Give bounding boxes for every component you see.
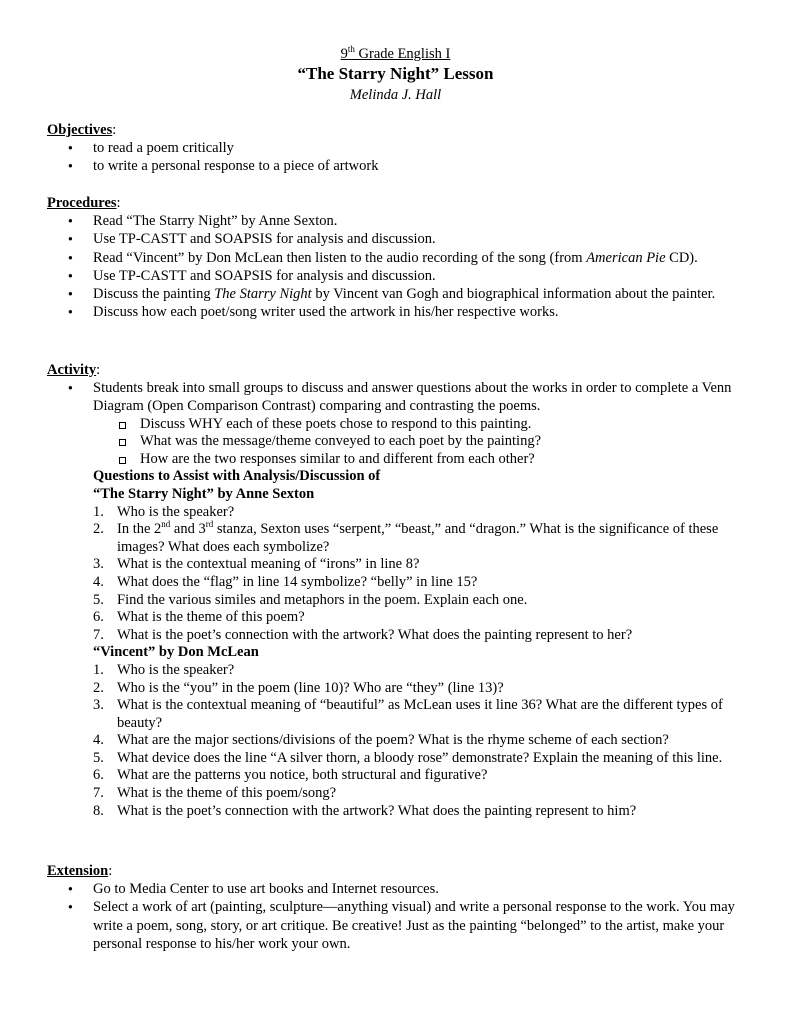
procedures-heading: Procedures: xyxy=(47,195,121,211)
question-item: 8. What is the poet’s connection with the artwork? What does the painting represent to him? xyxy=(93,802,637,819)
activity-list xyxy=(47,379,757,416)
question-item: 3. What is the contextual meaning of “beautiful” as McLean uses it line 36? What are the different types of beauty? xyxy=(93,697,723,731)
activity-sub-list xyxy=(47,416,757,469)
question-item: 4. What does the “flag” in line 14 symbolize? “belly” in line 15? xyxy=(93,573,478,590)
list-item: ● Read “Vincent” by Don McLean then listen to the audio recording of the song (from American Pie CD). xyxy=(47,249,757,267)
list-item: ● Read “The Starry Night” by Anne Sexton. xyxy=(47,212,757,230)
extension-section xyxy=(47,862,757,953)
activity-heading: Activity: xyxy=(47,362,101,378)
extension-list xyxy=(47,880,757,953)
objectives-section xyxy=(47,121,757,176)
course-line xyxy=(0,45,791,63)
list-item: ● to read a poem critically xyxy=(47,139,757,157)
sexton-heading: “The Starry Night” by Anne Sexton xyxy=(93,485,315,502)
list-item: ● Use TP-CASTT and SOAPSIS for analysis and discussion. xyxy=(47,230,757,248)
question-item: 4. What are the major sections/divisions of the poem? What is the rhyme scheme of each section? xyxy=(93,732,669,749)
list-item: Discuss WHY each of these poets chose to respond to this painting. xyxy=(47,416,757,434)
grade-number: 9 xyxy=(340,46,348,62)
list-item: ● to write a personal response to a piece of artwork xyxy=(47,157,757,175)
sexton-questions xyxy=(47,504,757,645)
question-item: 6. What is the theme of this poem? xyxy=(93,609,305,626)
list-item: ● Students break into small groups to discuss and answer questions about the works in order to complete a Venn Diagram (Open Comparison Contrast) comparing and contrasting the poems. xyxy=(47,379,757,416)
course-name: Grade English I xyxy=(354,46,451,62)
list-item: How are the two responses similar to and different from each other? xyxy=(47,451,757,469)
question-item: 1. Who is the speaker? xyxy=(93,503,235,520)
painting-title: The Starry Night xyxy=(214,286,312,303)
list-item: ● Go to Media Center to use art books and Internet resources. xyxy=(47,880,757,898)
list-item: ● Use TP-CASTT and SOAPSIS for analysis and discussion. xyxy=(47,267,757,285)
list-item: ● Select a work of art (painting, sculpture—anything visual) and write a personal response to the work. You may write a poem, song, story, or art critique. Be creative! Just as the painting “belonged” to the artist, make your personal response to his/her work your own. xyxy=(47,898,757,953)
activity-section xyxy=(47,361,757,820)
author-name: Melinda J. Hall xyxy=(349,87,442,103)
grade-superscript: th xyxy=(347,44,355,54)
question-item: 7. What is the poet’s connection with the artwork? What does the painting represent to her? xyxy=(93,626,633,643)
question-item: 5. What device does the line “A silver thorn, a bloody rose” demonstrate? Explain the meaning of this line. xyxy=(93,749,723,766)
question-item: 3. What is the contextual meaning of “irons” in line 8? xyxy=(93,556,420,573)
procedures-section xyxy=(47,194,757,322)
question-item: 1. Who is the speaker? xyxy=(93,661,235,678)
list-item: ● Discuss how each poet/song writer used the artwork in his/her respective works. xyxy=(47,303,757,321)
album-title: American Pie xyxy=(586,249,666,266)
question-item: 5. Find the various similes and metaphors in the poem. Explain each one. xyxy=(93,591,528,608)
objectives-list xyxy=(47,139,757,176)
question-item: 6. What are the patterns you notice, both structural and figurative? xyxy=(93,767,488,784)
mclean-heading: “Vincent” by Don McLean xyxy=(93,644,259,661)
mclean-questions xyxy=(47,662,757,820)
extension-heading: Extension: xyxy=(47,863,113,879)
lesson-title: “The Starry Night” Lesson xyxy=(297,64,494,83)
list-item: What was the message/theme conveyed to each poet by the painting? xyxy=(47,433,757,451)
question-item: 2. Who is the “you” in the poem (line 10)? Who are “they” (line 13)? xyxy=(93,679,504,696)
procedures-list xyxy=(47,212,757,322)
list-item: ● Discuss the painting The Starry Night by Vincent van Gogh and biographical information about the painter. xyxy=(47,285,757,303)
question-item: 2. In the 2nd and 3rd stanza, Sexton uses “serpent,” “beast,” and “dragon.” What is the significance of these images? What does each symbolize? xyxy=(93,519,719,555)
objectives-heading: Objectives: xyxy=(47,122,117,138)
questions-heading: Questions to Assist with Analysis/Discussion of xyxy=(93,468,381,485)
question-item: 7. What is the theme of this poem/song? xyxy=(93,785,337,802)
